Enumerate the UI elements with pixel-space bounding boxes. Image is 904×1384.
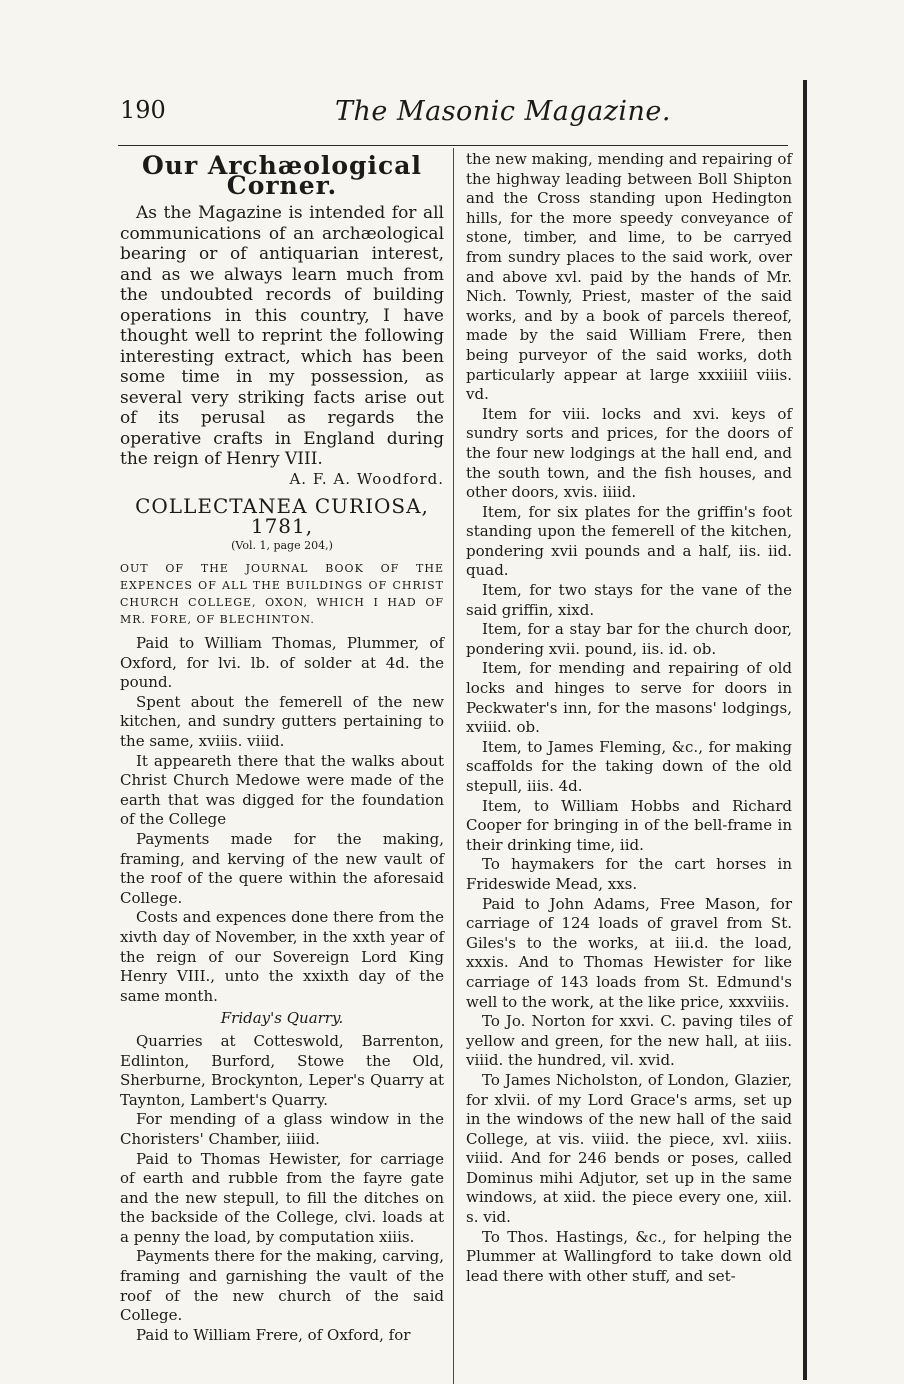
page-header <box>100 96 790 126</box>
collectanea-title: COLLECTANEA CURIOSA, 1781, <box>135 494 429 538</box>
body-paragraph: Item, for two stays for the vane of the said griffin, xixd. <box>466 581 792 619</box>
body-paragraph: To haymakers for the cart horses in Frideswide Mead, xxs. <box>466 855 792 893</box>
collectanea-heading: OUT OF THE JOURNAL BOOK OF THE EXPENCES OF ALL THE BUILDINGS OF CHRIST CHURCH COLLEGE, OXON, WHICH I HAD OF MR. FORE, OF BLECHINTON. <box>120 562 444 627</box>
body-paragraph: To Jo. Norton for xxvi. C. paving tiles of yellow and green, for the new hall, at iiis. viiid. the hundred, vil. xvid. <box>466 1012 792 1070</box>
body-paragraph: Item, to William Hobbs and Richard Cooper for bringing in of the bell-frame in their drinking time, iid. <box>466 796 792 854</box>
body-paragraph: Item for viii. locks and xvi. keys of sundry sorts and prices, for the doors of the four new lodgings at the hall end, and the south town, and the fish houses, and other doors, xvis. iiiid. <box>466 404 792 502</box>
body-paragraph: Item, for six plates for the griffin's foot standing upon the femerell of the kitchen, pondering xvii pounds and a half, iis. iid. quad. <box>466 502 792 580</box>
body-paragraph: Paid to John Adams, Free Mason, for carriage of 124 loads of gravel from St. Giles's to the works, at iii.d. the load, xxxis. And to Thomas Hewister for like carriage of 143 loads from St. Edmund's well to the work, at the like price, xxxviiis. <box>466 894 792 1011</box>
body-paragraph: To Thos. Hastings, &c., for helping the Plummer at Wallingford to take down old lead there with other stuff, and set- <box>466 1227 792 1285</box>
body-paragraph: For mending of a glass window in the Choristers' Chamber, iiiid. <box>120 1110 444 1148</box>
left-column <box>120 150 444 1345</box>
section-title: Our Archæological Corner. <box>142 151 422 200</box>
body-paragraph: Spent about the femerell of the new kitchen, and sundry gutters pertaining to the same, xviiis. viiid. <box>120 692 444 751</box>
body-paragraph: Quarries at Cotteswold, Barrenton, Edlinton, Burford, Stowe the Old, Sherburne, Brockynton, Leper's Quarry at Taynton, Lambert's Quarry. <box>120 1031 444 1109</box>
body-paragraph: To James Nicholston, of London, Glazier, for xlvii. of my Lord Grace's arms, set up in the windows of the new hall of the said College, at vis. viiid. the piece, xvl. xiiis. viiid. And for 246 bends or poses, called Dominus mihi Adjutor, set up in the same windows, at xiid. the piece every one, xiil. s. vid. <box>466 1070 792 1227</box>
body-paragraph: the new making, mending and repairing of the highway leading between Boll Shipton and the Cross standing upon Hedington hills, for the more speedy conveyance of stone, timber, and lime, to be carryed from sundry places to the said work, over and above xvl. paid by the hands of Mr. Nich. Townly, Priest, master of the said works, and by a book of parcels thereof, made by the said William Frere, then being purveyor of the said works, doth particularly appear at large xxxiiiil viiis. vd. <box>466 150 792 404</box>
page-number: 190 <box>120 96 166 124</box>
body-paragraph: It appeareth there that the walks about Christ Church Medowe were made of the earth that was digged for the foundation of the College <box>120 751 444 829</box>
body-paragraph: Costs and expences done there from the xivth day of November, in the xxth year of the reign of our Sovereign Lord King Henry VIII., unto the xxixth day of the same month. <box>120 908 444 1005</box>
header-rule <box>118 145 788 146</box>
column-divider <box>453 148 454 1384</box>
body-paragraph: Paid to William Thomas, Plummer, of Oxford, for lvi. lb. of solder at 4d. the pound. <box>120 634 444 692</box>
body-paragraph: Item, for a stay bar for the church door, pondering xvii. pound, iis. id. ob. <box>466 620 792 658</box>
body-paragraph: Item, for mending and repairing of old locks and hinges to serve for doors in Peckwater's inn, for the masons' lodgings, xviiid. ob. <box>466 659 792 737</box>
page-edge-bar <box>803 80 807 1380</box>
body-paragraph: Item, to James Fleming, &c., for making scaffolds for the taking down of the old stepull, iiis. 4d. <box>466 737 792 795</box>
body-paragraph: Payments made for the making, framing, and kerving of the new vault of the roof of the quere within the aforesaid College. <box>120 830 444 907</box>
body-paragraph: Paid to William Frere, of Oxford, for <box>136 1325 411 1344</box>
right-column <box>466 150 792 1286</box>
body-paragraph: Paid to Thomas Hewister, for carriage of earth and rubble from the fayre gate and the new stepull, to fill the ditches on the backside of the College, clvi. loads at a penny the load, by computation xiiis. <box>120 1149 444 1246</box>
collectanea-reference: (Vol. 1, page 204,) <box>231 539 333 553</box>
running-title: The Masonic Magazine. <box>335 96 671 127</box>
body-paragraph: Payments there for the making, carving, framing and garnishing the vault of the roof of the new church of the said College. <box>120 1247 444 1325</box>
byline: A. F. A. Woodford. <box>289 469 444 488</box>
intro-paragraph: As the Magazine is intended for all communications of an archæological bearing or of antiquarian interest, and as we always learn much from the undoubted records of building operations in this country, I have thought well to reprint the following interesting extract, which has been some time in my possession, as several very striking facts arise out of its perusal as regards the operative crafts in England during the reign of Henry VIII. <box>120 203 444 470</box>
quarry-heading: Friday's Quarry. <box>220 1009 344 1028</box>
